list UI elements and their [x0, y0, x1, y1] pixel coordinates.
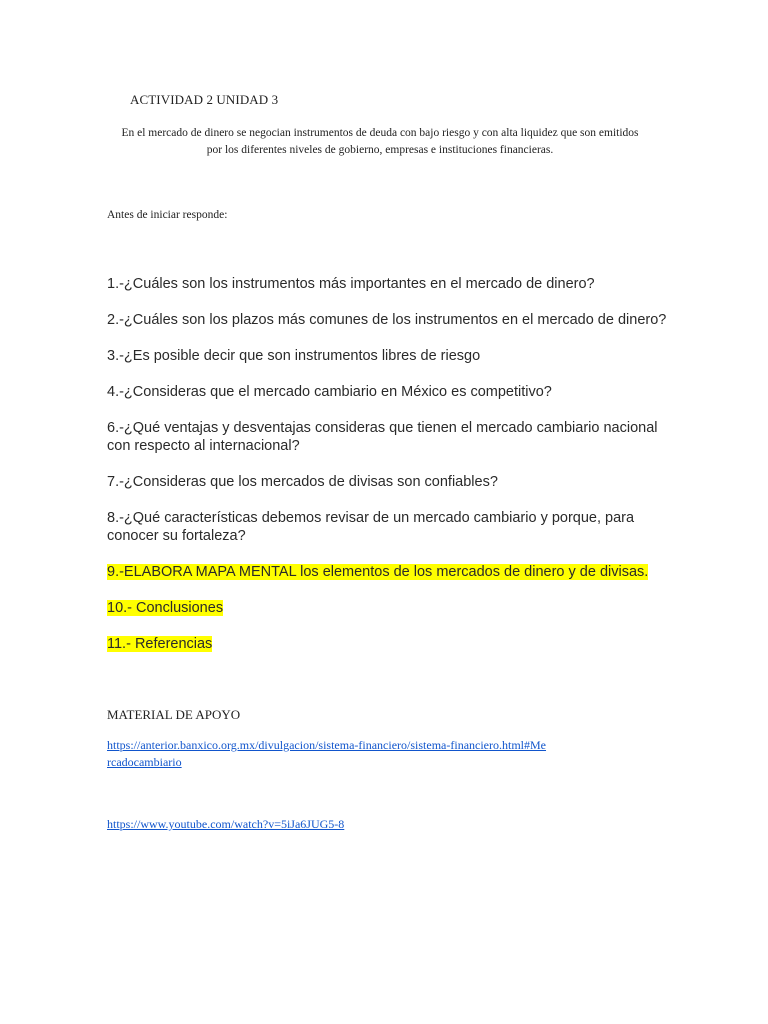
question-6 [107, 419, 667, 455]
question-2 [107, 311, 667, 329]
support-material-heading: MATERIAL DE APOYO [107, 707, 241, 722]
question-10-highlighted [107, 599, 667, 617]
question-text: 6.-¿Qué ventajas y desventajas consideras que tienen el mercado cambiario nacional con respecto al internacional? [107, 420, 658, 454]
question-text: 2.-¿Cuáles son los plazos más comunes de los instrumentos en el mercado de dinero? [107, 312, 667, 328]
question-text: 11.- Referencias [107, 636, 213, 652]
question-list [107, 275, 667, 671]
question-4 [107, 383, 667, 401]
prompt-text: Antes de iniciar responde: [107, 209, 228, 221]
document-title: ACTIVIDAD 2 UNIDAD 3 [130, 92, 279, 107]
question-11-highlighted [107, 635, 667, 653]
question-text: 8.-¿Qué características debemos revisar de un mercado cambiario y porque, para conocer su fortaleza? [107, 510, 635, 544]
question-text: 9.-ELABORA MAPA MENTAL los elementos de los mercados de dinero y de divisas. [107, 564, 649, 580]
banxico-link[interactable]: https://anterior.banxico.org.mx/divulgacion/sistema-financiero/sistema-financiero.html#Mercadocambiario [107, 738, 547, 769]
youtube-link[interactable]: https://www.youtube.com/watch?v=5iJa6JUG5-8 [107, 817, 345, 831]
question-9-highlighted [107, 563, 667, 581]
question-7 [107, 473, 667, 491]
question-1 [107, 275, 667, 293]
question-text: 1.-¿Cuáles son los instrumentos más importantes en el mercado de dinero? [107, 276, 595, 292]
intro-paragraph: En el mercado de dinero se negocian instrumentos de deuda con bajo riesgo y con alta liquidez que son emitidos por los diferentes niveles de gobierno, empresas e instituciones financieras. [121, 127, 639, 156]
question-3 [107, 347, 667, 365]
question-text: 10.- Conclusiones [107, 600, 224, 616]
question-text: 7.-¿Consideras que los mercados de divisas son confiables? [107, 474, 498, 490]
question-text: 3.-¿Es posible decir que son instrumentos libres de riesgo [107, 348, 481, 364]
question-text: 4.-¿Consideras que el mercado cambiario en México es competitivo? [107, 384, 552, 400]
question-8 [107, 509, 667, 545]
